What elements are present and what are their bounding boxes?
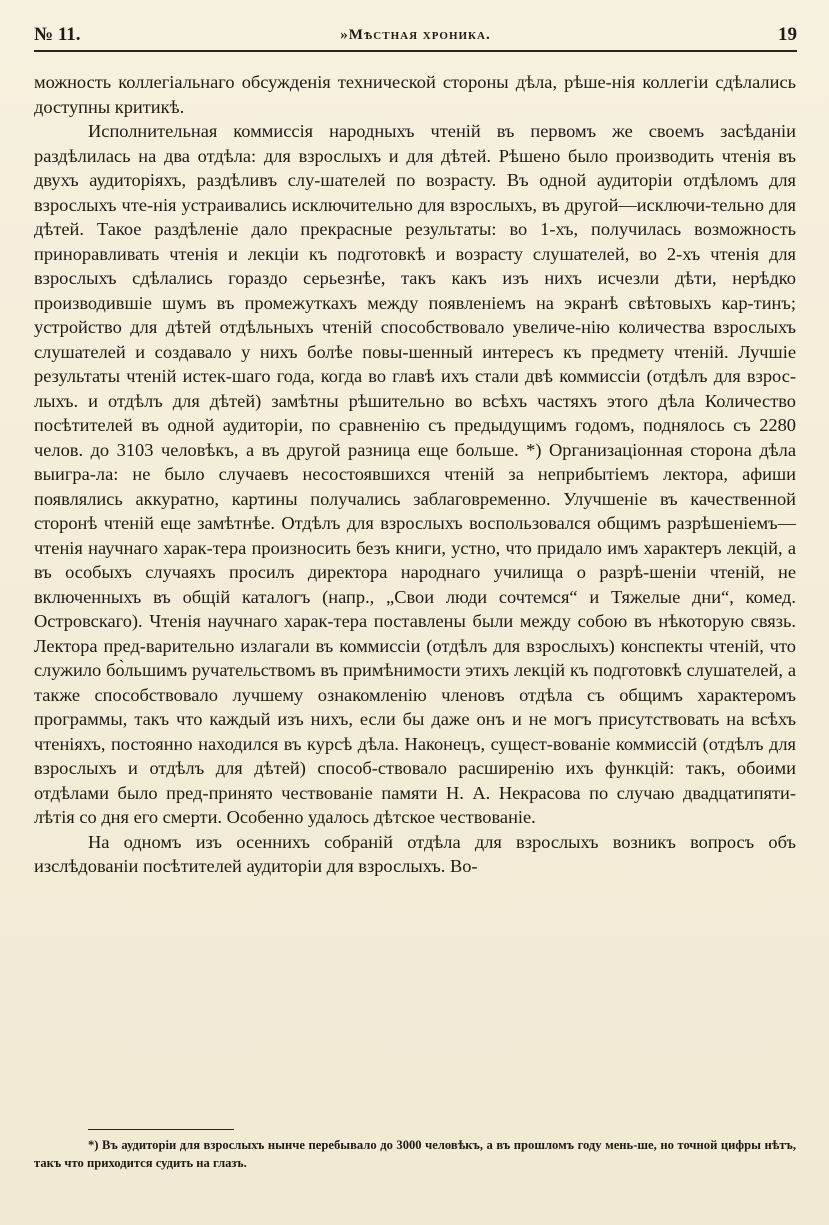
issue-number: № 11. [34,24,81,45]
page-number: 19 [778,24,797,45]
running-title: »Мѣстная хроника. [340,26,491,43]
paragraph-continued: можность коллегіальнаго обсужденія технической стороны дѣла, рѣше-нія коллегіи сдѣлались доступны критикѣ. [34,72,796,117]
paragraph: Исполнительная коммиссія народныхъ чтеній въ первомъ же своемъ засѣданіи раздѣлилась на два отдѣла: для взрослыхъ и для дѣтей. Рѣшено было производить чтенія въ двухъ аудиторіяхъ, раздѣливъ слу-шателей по возрасту. Въ одной аудиторіи отдѣломъ для взрослыхъ чте-нія устраивались исключительно для взрослыхъ, въ другой—исключи-тельно для дѣтей. Такое раздѣленіе дало прекрасные результаты: во 1-хъ, получилась возможность приноравливать чтенія и лекціи къ подготовкѣ и возрасту слушателей, во 2-хъ чтенія для взрослыхъ сдѣлались гораздо серьезнѣе, такъ какъ изъ нихъ исчезли дѣти, нерѣдко производившіе шумъ въ промежуткахъ между появленіемъ на экранѣ свѣтовыхъ кар-тинъ; устройство для дѣтей отдѣльныхъ чтеній способствовало увеличе-нію количества взрослыхъ слушателей и создавало у нихъ болѣе повы-шенный интересъ къ предмету чтеній. Лучшіе результаты чтеній истек-шаго года, когда во главѣ ихъ стали двѣ коммиссіи (отдѣлъ для взрос-лыхъ. и отдѣлъ для дѣтей) замѣтны рѣшительно во всѣхъ частяхъ этого дѣла Количество посѣтителей въ одной аудиторіи, по сравненію съ предыдущимъ годомъ, поднялось съ 2280 челов. до 3103 человѣкъ, а въ другой разница еще больше. *) Организаціонная сторона дѣла выигра-ла: не было случаевъ несостоявшихся чтеній за неприбытіемъ лектора, афиши появлялись аккуратно, картины получались заблаговременно. Улучшеніе въ качественной сторонѣ чтеній еще замѣтнѣе. Отдѣлъ для взрослыхъ воспользовался общимъ разрѣшеніемъ—чтенія научнаго харак-тера произносить безъ книги, устно, что придало имъ характеръ лекцій, а въ особыхъ случаяхъ просилъ директора народнаго училища о разрѣ-шеніи чтеній, не включенныхъ въ общій каталогъ (напр., „Свои люди сочтемся“ и Тяжелые дни“, комед. Островскаго). Чтенія научнаго харак-тера поставлены были между собою въ нѣкоторую связь. Лектора пред-варительно излагали въ коммиссіи (отдѣлъ для взрослыхъ) конспекты чтеній, что служило бо̀льшимъ ручательствомъ въ примѣнимости этихъ лекцій къ подготовкѣ слушателей, а также способствовало лучшему ознакомленію членовъ отдѣла съ общимъ характеромъ программы, такъ что каждый изъ нихъ, если бы даже онъ и не могъ присутствовать на всѣхъ чтеніяхъ, постоянно находился въ курсѣ дѣла. Наконецъ, сущест-вованіе коммиссій (отдѣлъ для взрослыхъ и отдѣлъ для дѣтей) способ-ствовало расширенію ихъ функцій: такъ, обоими отдѣлами было пред-принято чествованіе памяти Н. А. Некрасова по случаю двадцатипяти-лѣтія со дня его смерти. Особенно удалось дѣтское чествованіе. [34,121,796,827]
page-header [34,20,797,50]
main-text [34,70,796,879]
header-rule [34,50,797,52]
paragraph: На одномъ изъ осеннихъ собраній отдѣла для взрослыхъ возникъ вопросъ объ изслѣдованіи посѣтителей аудиторіи для взрослыхъ. Во- [34,831,796,876]
footnote: *) Въ аудиторіи для взрослыхъ нынче перебывало до 3000 человѣкъ, а въ прошломъ году мень-ше, но точной цифры нѣтъ, такъ что приходится судить на глазъ. [34,1138,796,1170]
footnote-rule [88,1129,234,1130]
